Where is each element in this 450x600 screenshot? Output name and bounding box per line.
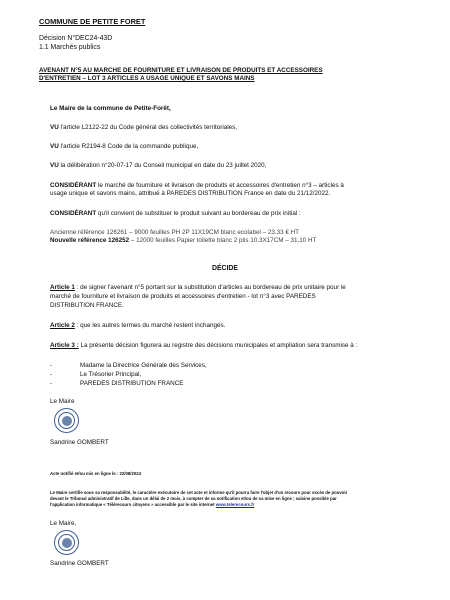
new-reference <box>50 237 316 245</box>
legal-line-3 <box>50 502 254 507</box>
article-label: Article 3 : <box>50 342 79 349</box>
article-3 <box>50 342 357 350</box>
telerecours-link[interactable]: www.telerecours.fr <box>215 502 255 507</box>
article-2 <box>50 322 225 330</box>
signature-title: Le Maire <box>50 398 75 405</box>
article-label: Article 2 <box>50 322 75 329</box>
old-reference: Ancienne référence 126261 – 9000 feuilles PH 2P 11X19CM blanc ecolabel – 23.33 € HT <box>50 229 300 236</box>
considerant-text: le marché de fourniture et livraison de produits et accessoires d'entretien n°3 – articles à <box>96 182 344 189</box>
municipal-seal-icon <box>54 530 79 555</box>
decision-category: 1.1 Marchés publics <box>39 44 101 51</box>
decision-number: Décision N°DEC24-43D <box>39 35 113 42</box>
visa-1 <box>50 124 237 132</box>
visa-label: VU <box>50 162 59 169</box>
considerant-1-line-2: usage unique et savons mains, attribué à PAREDES DISTRIBUTION France en date du 21/12/2022. <box>50 190 331 197</box>
legal-line-2: devant le Tribunal administratif de Lille, dans un délai de 2 mois, à compter de sa notification et/ou de sa mise en ligne ; saisine possible par <box>50 496 337 501</box>
new-reference-text: – 12000 feuilles Papier toilette blanc 2 plis 10.3X17CM – 31,10 HT <box>129 237 317 244</box>
recipient-item: PAREDES DISTRIBUTION FRANCE <box>80 380 184 387</box>
commune-name: COMMUNE DE PETITE FORET <box>39 17 146 26</box>
article-text: : que les autres termes du marché restent inchangés. <box>74 322 226 329</box>
considerant-label: CONSIDÉRANT <box>50 210 97 217</box>
considerant-1-line-1 <box>50 182 344 190</box>
recipient-item: Le Trésorier Principal, <box>80 371 142 378</box>
article-1-line-2: marché de fourniture et livraison de produits et accessoires d'entretien - lot n°3 avec PAREDES <box>50 293 316 300</box>
legal-line-1: Le Maire certifie sous sa responsabilité, le caractère exécutoire de cet acte et informe qu'il pourra faire l'objet d'un recours pour excès de pouvoir <box>50 490 348 495</box>
municipal-seal-icon <box>54 408 79 433</box>
article-1-line-3: DISTRIBUTION FRANCE. <box>50 302 124 309</box>
signature-title: Le Maire, <box>50 520 77 527</box>
considerant-label: CONSIDÉRANT <box>50 182 97 189</box>
intro-line: Le Maire de la commune de Petite-Forêt, <box>50 105 171 112</box>
article-label: Article 1 <box>50 284 75 291</box>
article-text: La présente décision figurera au registre des décisions municipales et ampliation sera transmise à : <box>78 342 358 349</box>
recipient-item: Madame la Directrice Générale des Services, <box>80 362 207 369</box>
publication-date: Acte notifié et/ou mis en ligne le : 22/08/2024 <box>50 471 141 476</box>
visa-2 <box>50 143 198 151</box>
recipient-bullet: - <box>50 362 53 369</box>
legal-text: l'application informatique « Télérecours citoyens » accessible par le site internet <box>50 502 216 507</box>
considerant-2 <box>50 210 301 218</box>
article-1-line-1 <box>50 284 346 292</box>
subject-line-2: D'ENTRETIEN – LOT 3 ARTICLES A USAGE UNIQUE ET SAVONS MAINS <box>39 75 255 82</box>
recipient-bullet: - <box>50 371 53 378</box>
new-reference-label: Nouvelle référence 126252 <box>50 237 130 244</box>
visa-text: l'article L2122-22 du Code général des collectivités territoriales, <box>58 124 238 131</box>
subject-line-1: AVENANT N°5 AU MARCHE DE FOURNITURE ET LIVRAISON DE PRODUITS ET ACCESSOIRES <box>39 67 323 74</box>
article-text: : de signer l'avenant n°5 portant sur la substitution d'articles au bordereau de prix unitaire pour le <box>74 284 346 291</box>
decide-heading: DÉCIDE <box>211 265 239 272</box>
visa-3 <box>50 162 266 170</box>
recipient-bullet: - <box>50 380 53 387</box>
visa-text: la délibération n°20-07-17 du Conseil municipal en date du 23 juillet 2020, <box>58 162 267 169</box>
signature-name: Sandrine GOMBERT <box>50 439 109 446</box>
signature-name: Sandrine GOMBERT <box>50 560 109 567</box>
visa-text: l'article R2194-8 Code de la commande publique, <box>58 143 199 150</box>
considerant-text: qu'il convient de substituer le produit suivant au bordereau de prix initial : <box>96 210 301 217</box>
visa-label: VU <box>50 124 59 131</box>
visa-label: VU <box>50 143 59 150</box>
